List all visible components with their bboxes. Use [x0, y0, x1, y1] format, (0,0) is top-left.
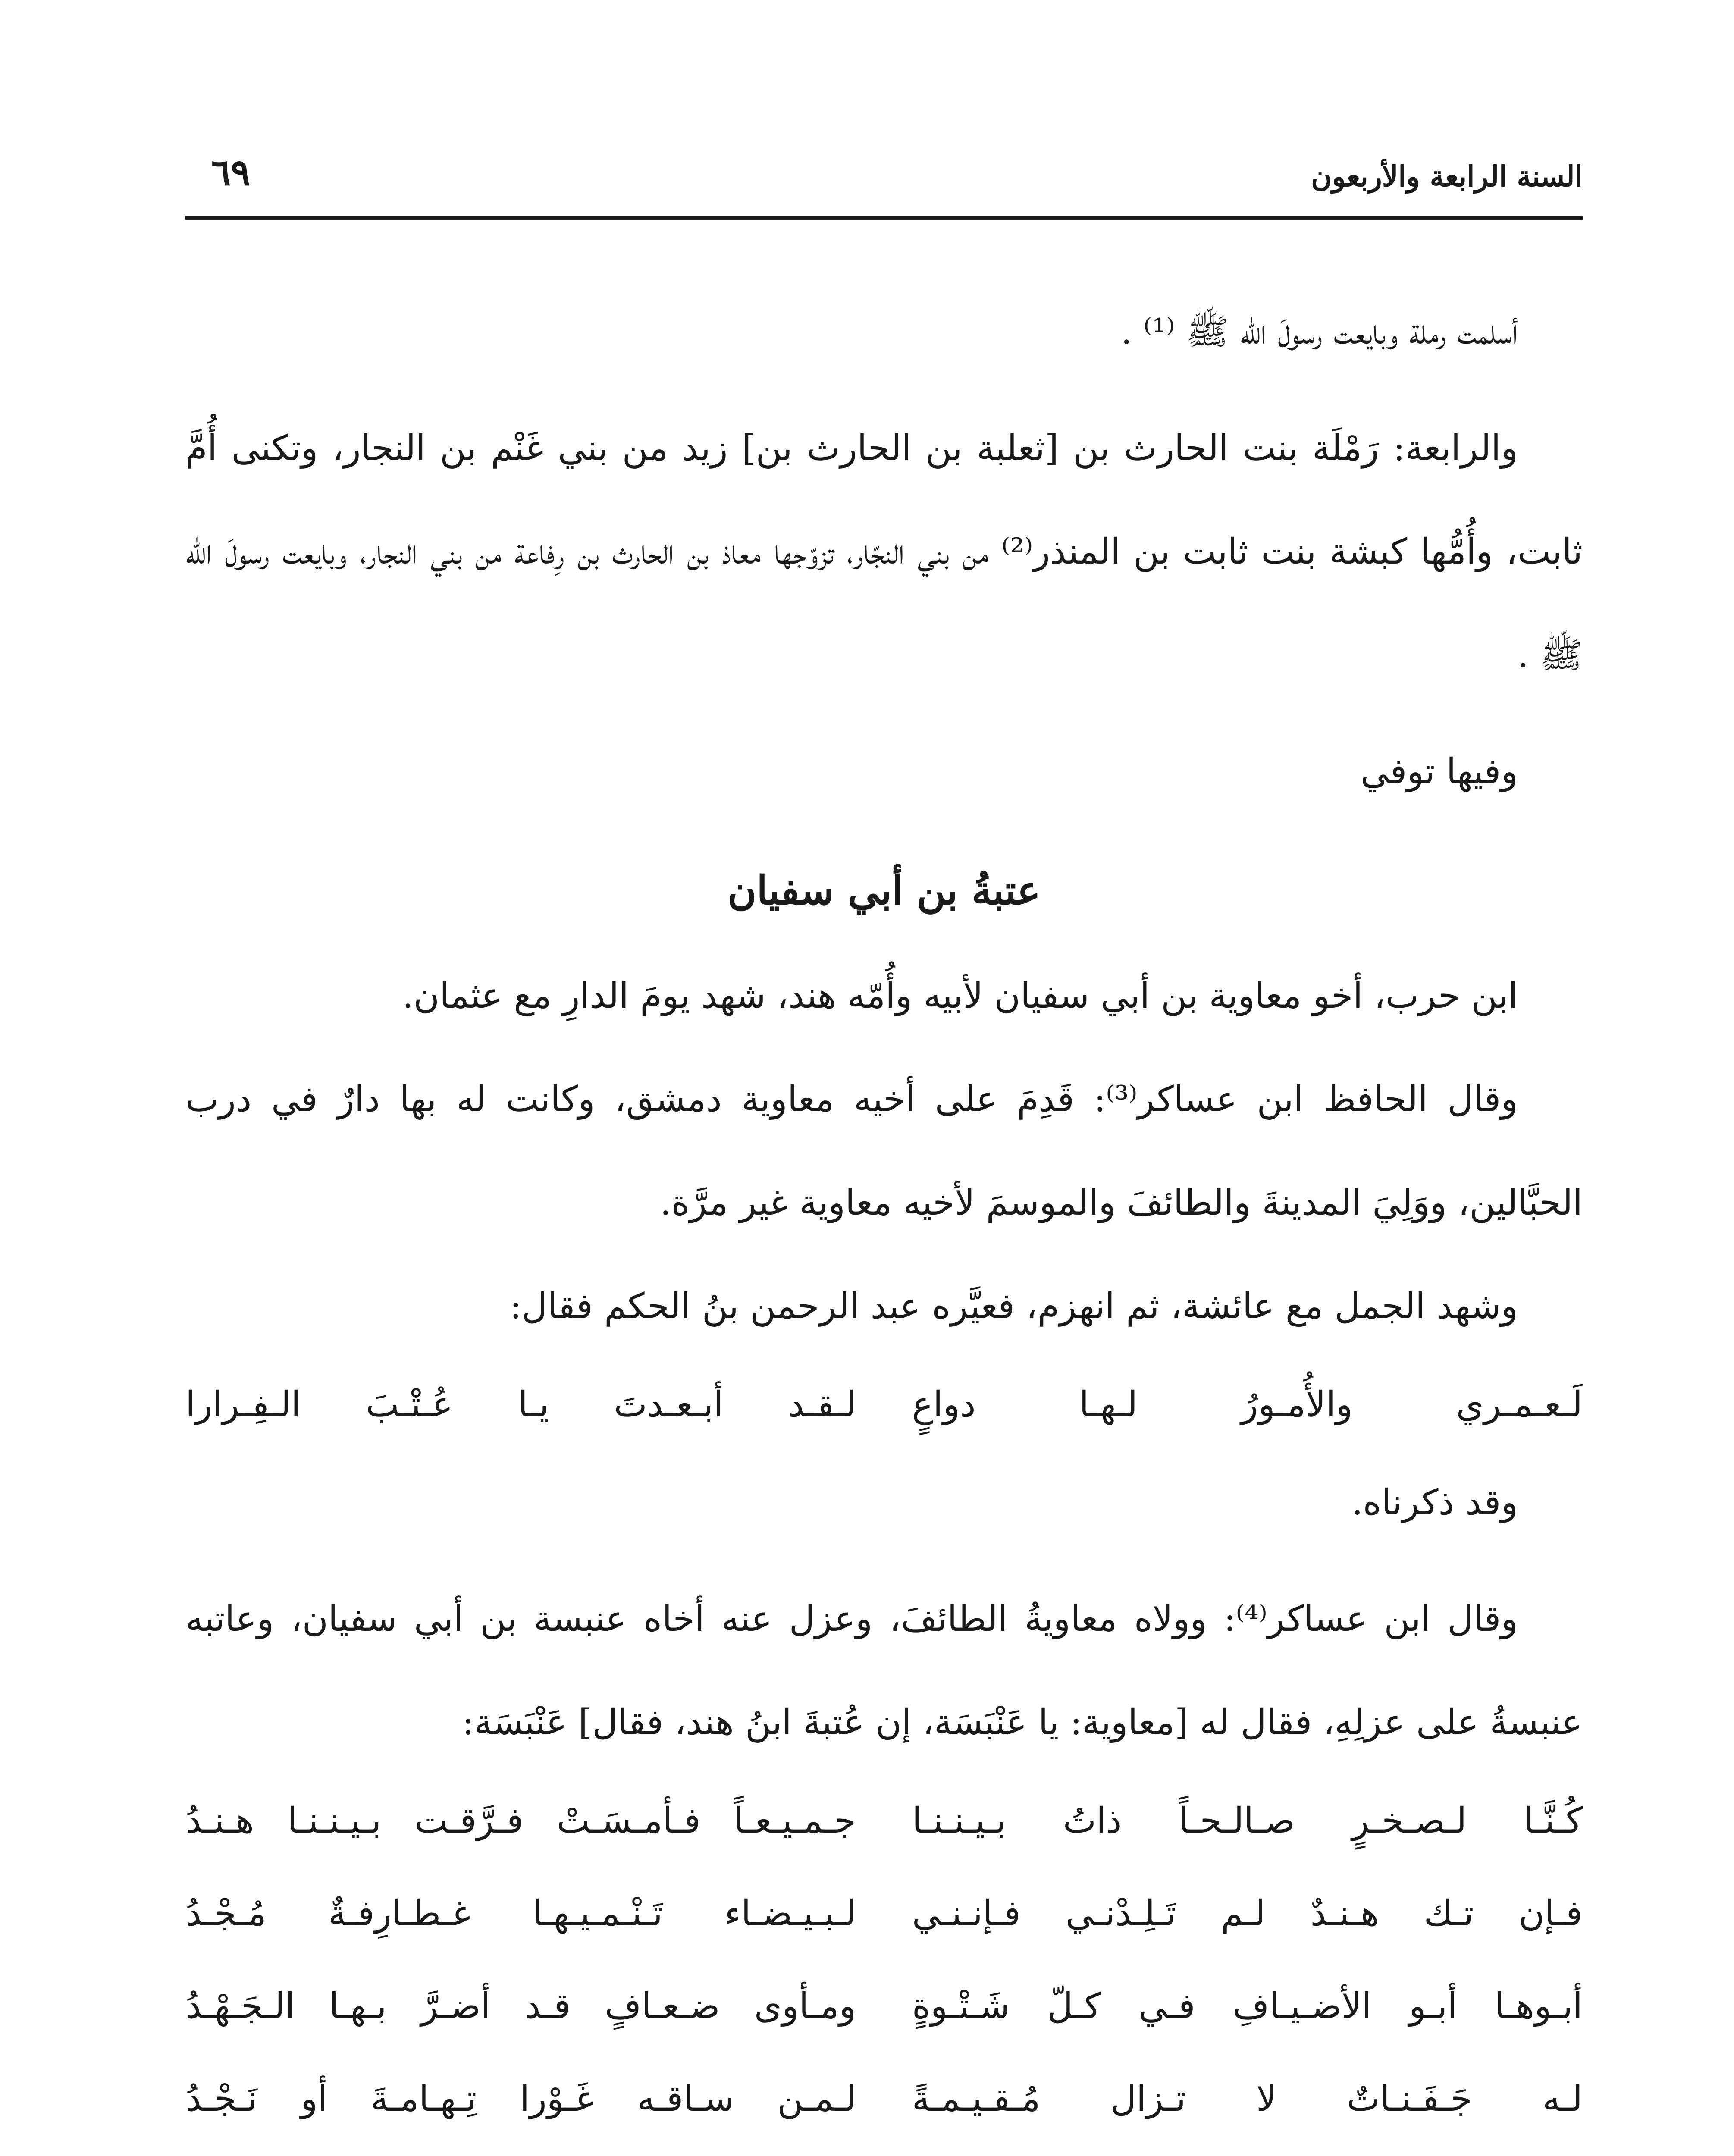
verse-first-hemistich: فـإن تـك هـنـدٌ لـم تَـلِـدْنـي فـإنـنـي — [912, 1893, 1583, 1934]
paragraph-muawiya-reply — [185, 2145, 1583, 2156]
verse-single — [185, 1358, 1583, 1451]
paragraph-lineage: ابن حرب، أخو معاوية بن أبي سفيان لأبيه وأُمّه هند، شهد يومَ الدارِ مع عثمان. — [402, 975, 1518, 1016]
running-header — [185, 142, 1583, 207]
verse-first-hemistich: لَـعـمـري والأُمـورُ لـهـا دواعٍ — [912, 1384, 1583, 1425]
verse-second-hemistich: لـبـيـضـاء تَـنْـمـيـهـا غـطـارِفـةٌ مُـجْـدُ — [185, 1893, 856, 1934]
main-text — [185, 280, 1583, 2156]
verse-line — [185, 1358, 1583, 1451]
verse-second-hemistich: جـمـيـعـاً فـأمـسَـتْ فـرَّقـت بـيـنـنـا هـنـدُ — [185, 1800, 856, 1841]
verse-second-hemistich: لـمـن سـاقـه غَـوْرا تِـهـامـةَ أو نَـجْـدُ — [185, 2078, 856, 2119]
paragraph-fourth-wife: والرابعة: رَمْلَة بنت الحارث بن [ثعلبة بن الحارث بن] زيد من بني غَنْم بن النجار، وتكنى أُمَّ ثابت، وأُمُّها كبشة بنت ثابت بن المنذر⁽²⁾ من بني النجّار، تزوّجها معاذ بن الحارث بن رِفاعة من بني النجار، وبايعت رسولَ الله ﷺ . — [185, 428, 1583, 676]
running-title: السنة الرابعة والأربعون — [1311, 160, 1583, 193]
verse-second-hemistich: ومـأوى ضـعـافٍ قـد أضـرَّ بـهـا الـجَـهْـدُ — [185, 1986, 856, 2027]
paragraph-rumla-islam: أسلمت رملة وبايعت رسولَ الله ﷺ ⁽¹⁾ . — [1121, 311, 1518, 352]
section-title: عتبةُ بن أبي سفيان — [727, 867, 1041, 914]
paragraph-jamal: وشهد الجمل مع عائشة، ثم انهزم، فعيَّره عبد الرحمن بنُ الحكم فقال: — [510, 1286, 1518, 1327]
paragraph-ibn-asakir-1: وقال الحافظ ابن عساكر⁽³⁾: قَدِمَ على أخيه معاوية دمشق، وكانت له بها دارٌ في درب الحبَّالين، ووَلِيَ المدينةَ والطائفَ والموسمَ لأخيه معاوية غير مرَّة. — [185, 1079, 1583, 1223]
verse-line — [185, 1960, 1583, 2053]
verse-first-hemistich: كُـنَّـا لـصـخـرٍ صـالـحـاً ذاتُ بـيـنـنـا — [912, 1800, 1583, 1841]
verse-first-hemistich: لـه جَـفَـنـاتٌ لا تـزال مُـقـيـمـةً — [912, 2078, 1583, 2119]
book-page — [185, 142, 1583, 2156]
verse-line — [185, 2053, 1583, 2145]
header-rule — [185, 216, 1583, 220]
verse-line — [185, 1867, 1583, 1960]
paragraph-mentioned: وقد ذكرناه. — [1351, 1482, 1518, 1523]
paragraph-ibn-asakir-2: وقال ابن عساكر⁽⁴⁾: وولاه معاويةُ الطائفَ، وعزل عنه أخاه عنبسة بن أبي سفيان، وعاتبه عنبسةُ على عزلِهِ، فقال له [معاوية: يا عَنْبَسَة، إن عُتبةَ ابنُ هند، فقال] عَنْبَسَة: — [185, 1598, 1583, 1743]
poem-anbasa — [185, 1774, 1583, 2145]
verse-first-hemistich: أبـوهـا أبـو الأضـيـافِ فـي كـلّ شَـتْـوةٍ — [912, 1986, 1583, 2027]
verse-line — [185, 1774, 1583, 1867]
verse-second-hemistich: لـقـد أبـعـدتَ يـا عُـتْـبَ الـفِـرارا — [185, 1384, 856, 1425]
paragraph-deaths-intro: وفيها توفي — [1360, 751, 1518, 792]
page-number: ٦٩ — [211, 151, 251, 194]
